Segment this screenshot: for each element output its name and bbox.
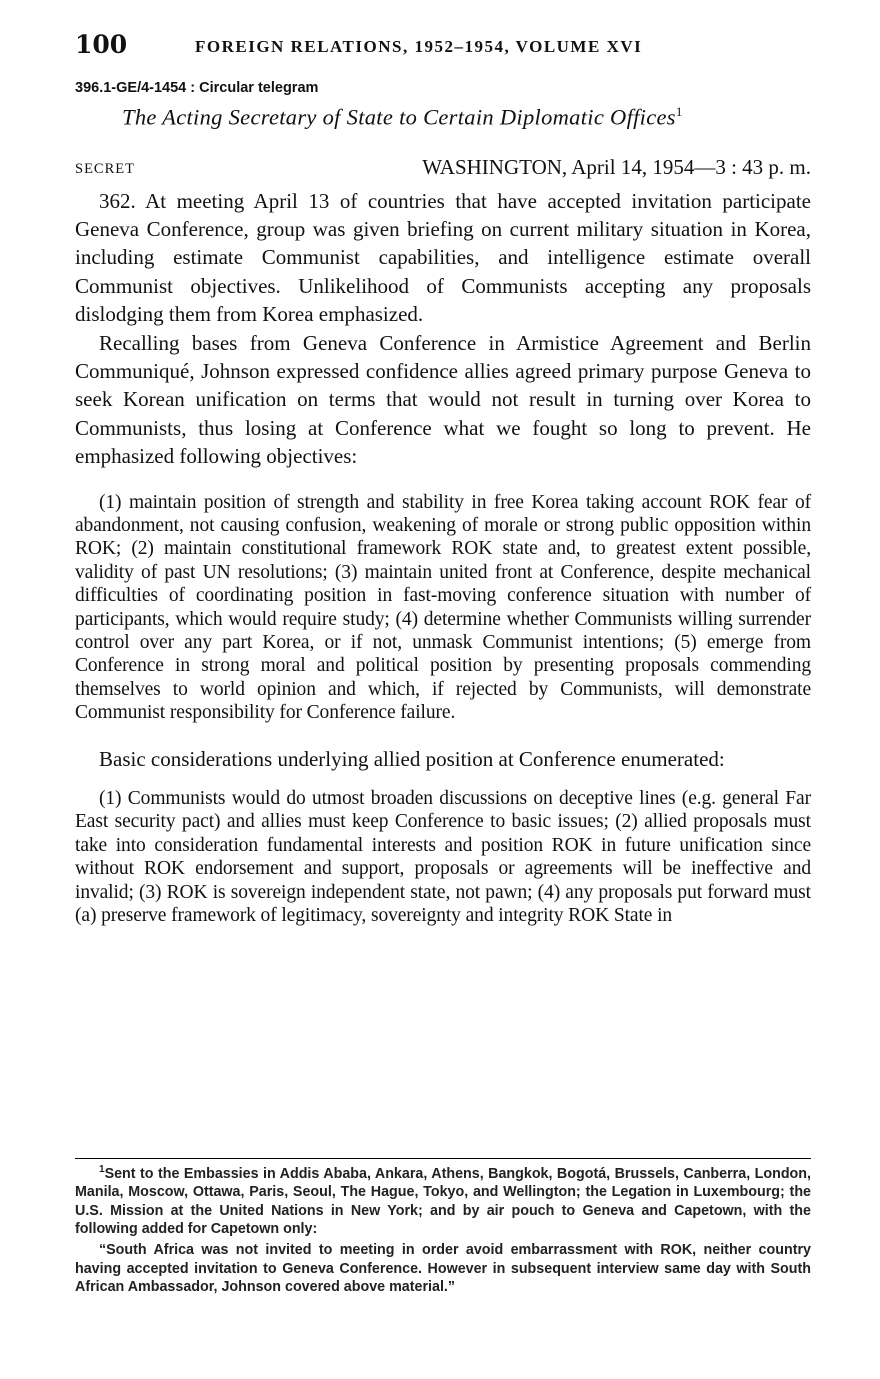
running-title: FOREIGN RELATIONS, 1952–1954, VOLUME XVI — [195, 37, 643, 56]
footnote-1 — [75, 1161, 811, 1238]
paragraph-2: Recalling bases from Geneva Conference in Armistice Agreement and Berlin Communiqué, Johnson expressed confidence allies agreed primary purpose Geneva to seek Korean unification on terms that would not result in turning over Korea to Communists, thus losing at Conference what we fought so long to prevent. He emphasized following objectives: — [75, 330, 811, 469]
dateline — [75, 155, 811, 185]
file-reference: 396.1-GE/4-1454 : Circular telegram — [75, 80, 319, 96]
footnote-1-quote: “South Africa was not invited to meeting in order avoid embarrassment with ROK, neither country having accepted invitation to Geneva Conference. However in subsequent interview same day with South African Ambassador, Johnson covered above material.” — [75, 1242, 811, 1296]
running-head — [75, 30, 811, 66]
document-title-text: The Acting Secretary of State to Certain Diplomatic Offices — [122, 104, 676, 130]
footnotes — [75, 1158, 811, 1297]
considerations-list: (1) Communists would do utmost broaden discussions on deceptive lines (e.g. general Far East security pact) and allies must keep Conference to basic issues; (2) allied proposals must take into consideration fundamental interests and position ROK in future unification since without ROK endorsement and support, proposals or agreements will be ineffective and invalid; (3) ROK is sovereign independent state, not pawn; (4) any proposals put forward must (a) preserve framework of legitimacy, sovereignty and integrity ROK State in — [75, 788, 811, 927]
footnote-marker: 1 — [675, 104, 683, 119]
paragraph-1: 362. At meeting April 13 of countries that have accepted invitation participate Geneva Conference, group was given briefing on current military situation in Korea, including estimate Communist capabilities, and intelligence estimate overall Communist objectives. Unlikelihood of Communists accepting any proposals dislodging them from Korea emphasized. — [75, 188, 811, 327]
page-number: 100 — [75, 30, 128, 59]
footnote-1-marker: 1 — [99, 1164, 105, 1175]
objectives-list: (1) maintain position of strength and stability in free Korea taking account ROK fear of abandonment, not causing confusion, weakening of morale or strong public opposition within ROK; (2) maintain constitutional framework ROK state and, to greatest extent possible, validity of past UN resolutions; (3) maintain united front at Conference, despite mechanical difficulties of coordinating position in fast-moving conference situation with number of participants, which would require study; (4) determine whether Communists willing surrender control over any part Korea, or if not, unmask Communist intentions; (5) emerge from Conference in strong moral and political position by presenting proposals commending themselves to world opinion and which, if rejected by Communists, will demonstrate Communist responsibility for Conference failure. — [75, 491, 811, 724]
classification: SECRET — [75, 160, 135, 177]
document-title — [122, 104, 811, 131]
place-date: WASHINGTON, April 14, 1954—3 : 43 p. m. — [422, 154, 811, 179]
paragraph-3: Basic considerations underlying allied position at Conference enumerated: — [99, 746, 725, 771]
footnote-1-text: Sent to the Embassies in Addis Ababa, Ankara, Athens, Bangkok, Bogotá, Brussels, Canberra, London, Manila, Moscow, Ottawa, Paris, Seoul, The Hague, Tokyo, and Wellington; the Legation in Luxembourg; the U.S. Mission at the United Nations in New York; and by air pouch to Geneva and Capetown, with the following added for Capetown only: — [75, 1165, 811, 1237]
page — [75, 30, 811, 927]
